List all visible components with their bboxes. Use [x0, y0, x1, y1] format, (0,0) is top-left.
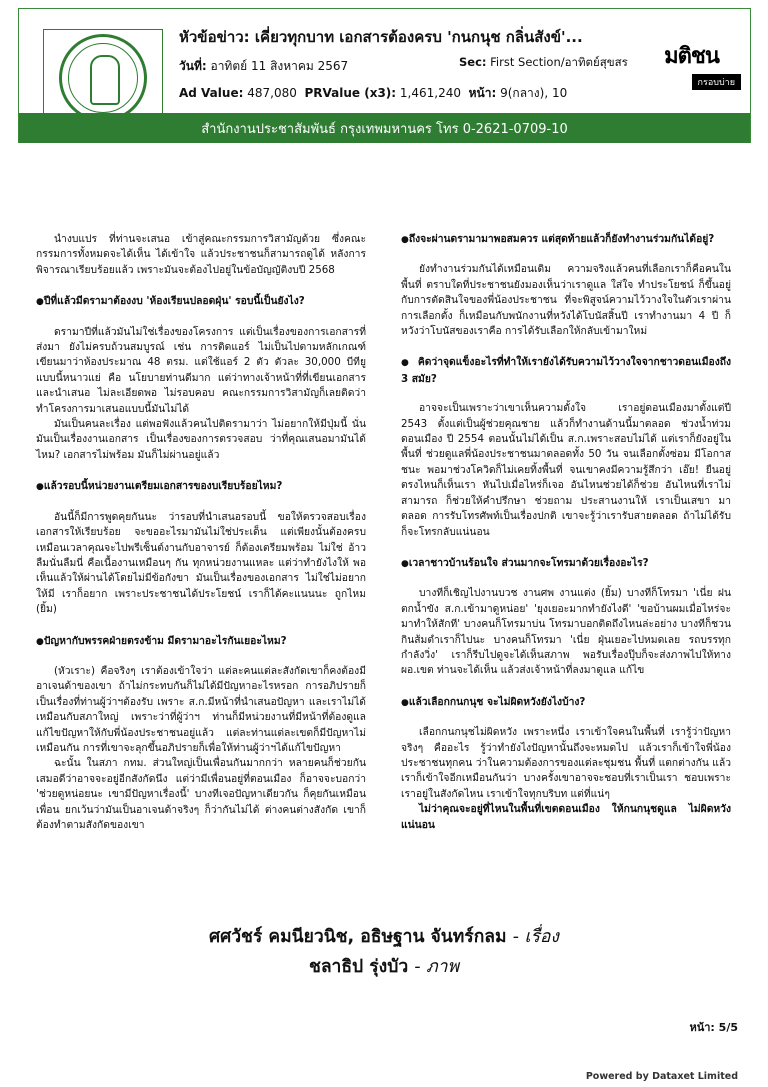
writers-role: - เรื่อง: [512, 927, 559, 947]
title-label: หัวข้อข่าว:: [179, 28, 250, 46]
date-label: วันที่:: [179, 59, 207, 73]
paragraph: อันนี้ก็มีการพูดคุยกันนะ ว่ารอบที่นำเสนอรอบนี้ ขอให้ตรวจสอบเรื่องเอกสารให้เรียบร้อย จะขออะไรมามันไม่ใช่ประเด็น แต่เพียงนั้นต้องครบ เหมือนเวลาคุณจะไปพรีเซ็นต์งานกับอาจารย์ ก็ต้องเตรียมพร้อม ไม่ใช่ อ้าว ลืมนั่นลืมนี่ คือเนื้องานเหมือนๆ กัน ทุกหน่วยงานแหละ แต่ว่าทำยังไงให้ พอเห็นแล้วให้ผ่านได้โดยไม่มีข้อกังขา มันเป็นเรื่องของเอกสาร ไม่ใช่ไม่อยากให้มี เราก็อยาก เพราะประชาชนได้ประโยชน์ เราก็ได้คะแนนนะ ถูกไหม (ยิ้ม): [36, 510, 366, 616]
agency-text: สำนักงานประชาสัมพันธ์ กรุงเทพมหานคร โทร 0-2621-0709-10: [201, 121, 568, 137]
question-heading: ● ปีที่แล้วมีดรามาต้องงบ 'ห้องเรียนปลอดฝุ่น' รอบนี้เป็นยังไง?: [36, 294, 366, 310]
brand-name: มติชน: [664, 43, 719, 69]
ad-value: 487,080: [247, 86, 297, 100]
question-heading: ● แล้วรอบนี้หน่วยงานเตรียมเอกสารของบเรียบร้อยไหม?: [36, 479, 366, 495]
photographer-role: - ภาพ: [414, 957, 460, 977]
photographer-byline: [0, 952, 768, 980]
paragraph: ยังทำงานร่วมกันได้เหมือนเดิม ความจริงแล้วคนที่เลือกเราก็คือคนในพื้นที่ ตราบใดที่ประชาชนยังมองเห็นว่าเราดูแล ใส่ใจ ทำประโยชน์ ก็ขึ้นอยู่กับการตัดสินใจของพี่น้องประชาชน ที่จะพิสูจน์ความไว้วางใจในตัวเราผ่านการเลือกตั้ง ก็เหมือนกับพนักงานที่หวังได้โบนัสสิ้นปี เราทำงานมา 4 ปี ก็หวังว่าโบนัสของเราคือ การได้รับเลือกให้กลับเข้ามาใหม่: [401, 263, 731, 338]
page-number: หน้า: 5/5: [689, 1021, 738, 1034]
paragraph: นำงบแปร ที่ท่านจะเสนอ เข้าสู่คณะกรรมการวิสามัญด้วย ซึ่งคณะกรรมการทั้งหมดจะได้เห็น ได้เข้าใจ แล้วประชาชนก็สามารถดูได้ หลังการพิจารณาเรียบร้อยแล้ว เพราะมันจะต้องไปอยู่ในข้อบัญญัติงบปี 2568: [36, 233, 366, 276]
question-heading: ● คิดว่าจุดแข็งอะไรที่ทำให้เรายังได้รับความไว้วางใจจากชาวดอนเมืองถึง 3 สมัย?: [401, 355, 731, 387]
section-label: Sec:: [459, 55, 487, 69]
powered-by: Powered by Dataxet Limited: [585, 1071, 738, 1082]
prvalue: 1,461,240: [399, 86, 461, 100]
paragraph: ฉะนั้น ในสภา กทม. ส่วนใหญ่เป็นเพื่อนกันมากกว่า หลายคนก็ช่วยกัน เสมอดีว่าอาจจะอยู่อีกสังกัดนึง แต่ว่ามีเพื่อนอยู่ที่ตอนเมือง ก็อาจจะบอกว่า 'ช่วยดูหน่อยนะ เขามีปัญหาเรื่องนี้' บางทีเจอปัญหาเดียวกัน ก็คุยกันเหมือนเพื่อน ยกเว้นว่ามันเป็นอาเจนด้าจริงๆ ก็ว่ากันไม่ได้ ต่างคนต่างสังกัด เขาก็ต้องทำตามสังกัดของเขา: [36, 757, 366, 831]
matichon-logo: [624, 29, 759, 99]
seal-icon: [59, 34, 147, 122]
writers-names: ศศวัชร์ คมนียวนิช, อธิษฐาน จันทร์กลม: [209, 927, 507, 947]
section-value: First Section/อาทิตย์สุขสร: [490, 55, 628, 69]
right-column: [401, 232, 731, 847]
left-column: [36, 232, 366, 833]
ad-value-label: Ad Value:: [179, 86, 244, 100]
value-row: [179, 84, 599, 103]
writers-byline: [0, 922, 768, 950]
closing-statement: ไม่ว่าคุณจะอยู่ที่ไหนในพื้นที่เขตดอนเมือง ให้กนกนุชดูแล ไม่ผิดหวังแน่นอน: [401, 803, 731, 831]
paragraph: เลือกกนกนุชไม่ผิดหวัง เพราะหนึ่ง เราเข้าใจคนในพื้นที่ เรารู้ว่าปัญหาจริงๆ คืออะไร รู้ว่าทำยังไงปัญหานั้นถึงจะหมดไป แล้วเราก็เข้าใจพี่น้องประชาชนทุกคน ว่าในความต้องการของแต่ละชุมชน พื้นที่ แตกต่างกัน แล้วเราก็เข้าใจอีกเหมือนกันว่า บางครั้งเขาอาจจะชอบที่เราเป็นเรา ชอบเพราะเราอยู่ในสังกัดไหน เราเข้าใจทุกบริบท แต่ที่แน่ๆ: [401, 726, 731, 800]
photographer-name: ชลาธิป รุ่งบัว: [308, 957, 409, 977]
question-heading: ● เวลาชาวบ้านร้อนใจ ส่วนมากจะโทรมาด้วยเรื่องอะไร?: [401, 556, 731, 572]
question-heading: ● ถึงจะผ่านดรามามาพอสมควร แต่สุดท้ายแล้วก็ยังทำงานร่วมกันได้อยู่?: [401, 232, 731, 248]
title-text: เคี่ยวทุกบาท เอกสารต้องครบ 'กนกนุช กลิ่นสังข์'...: [254, 28, 583, 46]
date-value: อาทิตย์ 11 สิงหาคม 2567: [210, 59, 349, 73]
question-heading: ● ปัญหากับพรรคฝ่ายตรงข้าม มีดรามาอะไรกันเยอะไหม?: [36, 634, 366, 650]
question-heading: ● แล้วเลือกกนกนุช จะไม่ผิดหวังยังไงบ้าง?: [401, 695, 731, 711]
paragraph: (หัวเราะ) คือจริงๆ เราต้องเข้าใจว่า แต่ละคนแต่ละสังกัดเขาก็คงต้องมีอาเจนด้าของเขา ถ้าไม่กระทบกันก็ไม่ได้มีปัญหาอะไรหรอก การอภิปรายก็เป็นเรื่องที่ท่านผู้ว่าฯต้องรับ เพราะ ส.ก.มีหน้าที่นำเสนอปัญหา และเราไม่ได้เหมือนกับสภาใหญ่ เพราะว่าที่ผู้ว่าฯ ท่านก็มีหน่วยงานที่มีหน้าที่ต้องดูแล แก้ไขปัญหาให้กับพี่น้องประชาชนอยู่แล้ว แต่ละท่านแต่ละเขตก็มีปัญหาไม่เหมือนกัน การที่เขาจะลุกขึ้นอภิปรายก็เพื่อให้ท่านผู้ว่าฯได้แก้ไขปัญหา: [36, 664, 366, 754]
prvalue-label: PRValue (x3):: [304, 86, 397, 100]
section-info: [459, 54, 628, 72]
bma-seal-logo: [43, 29, 163, 126]
brand-edition: กรอบบ่าย: [692, 74, 741, 90]
paragraph: บางทีก็เชิญไปงานบวช งานศพ งานแต่ง (ยิ้ม) บางทีก็โทรมา 'เนี่ย ฝนตกน้ำขัง ส.ก.เข้ามาดูหน่อย' 'ยุงเยอะมากทำยังไงดี' 'ขอบ้านผมเมื่อไหร่จะมาทำให้สักที' บางคนก็โทรมาบ่น โทรมาบอกติดถึงไหนล่ะอย่าง บางทีก็ชวนกินส้มตำเราก็ไปนะ บางคนก็โทรมา 'เนี่ย ฝุ่นเยอะไปหมดเลย รถบรรทุกกำลังวิ่ง' เราก็รีบไปดูจะได้เห็นสภาพ พอรับเรื่องปุ๊บก็จะส่งภาพไปให้ทาง ผอ.เขต ท่านจะได้เห็น แล้วส่งเจ้าหน้าที่ลงมาดูแล แก้ไข: [401, 587, 731, 677]
page-value: 9(กลาง), 10: [500, 86, 568, 100]
paragraph: ดรามาปีที่แล้วมันไม่ใช่เรื่องของโครงการ แต่เป็นเรื่องของการเอกสารที่ส่งมา ยังไม่ครบถ้วนสมบูรณ์ เช่น การติดแอร์ ไม่เป็นไปตามหลักเกณฑ์ เขียนมาว่าห้องประมาณ 48 ตรม. แต่ใช้แอร์ 2 ตัว ตัวละ 30,000 บีทียู แบบนี้หนาวแย่ คือ นโยบายท่านดีมาก แต่ว่าทางเจ้าหน้าที่ที่เขียนเอกสารและนำเสนอ ไม่ละเอียดพอ ไม่รอบคอบ คณะกรรมการวิสามัญก็เลยติดว่า ทำโครงการมาเสนอแบบนี้มันไม่ได้: [36, 325, 366, 415]
paragraph: อาจจะเป็นเพราะว่าเขาเห็นความตั้งใจ เราอยู่ดอนเมืองมาตั้งแต่ปี 2543 ตั้งแต่เป็นผู้ช่วยคุณชาย แล้วก็ทำงานด้านนี้มาตลอด ช่วงน้ำท่วมดอนเมือง ปี 2554 ตอนนั้นไม่ได้เป็น ส.ก.เพราะสอบไม่ได้ แต่เราก็ยังอยู่ในพื้นที่ ช่วยดูแลพี่น้องประชาชนมาตลอดทั้ง 50 วัน จนเลือกตั้งซ่อม มีโอกาสชนะ พอมาช่วงโควิดก็ไม่เคยทิ้งพื้นที่ จนเขาคงมีความรู้สึกว่า เอ๊ย! ยืนอยู่ตรงไหนก็เห็นเรา หันไปเมื่อไหร่ก็เจอ อันไหนช่วยได้ก็ช่วย อันไหนที่เราไม่สามารถ ก็ช่วยให้คำปรึกษา ช่วยถาม ประสานงานให้ เราเป็นเสขา มาตลอด การรับโทรศัพท์เป็นเรื่องปกติ เขาจะรู้ว่าเรารับสายตลอด ถ้าไม่ได้รับก็จะโทรกลับแน่นอน: [401, 402, 731, 538]
agency-bar: [19, 113, 750, 143]
paragraph: มันเป็นคนละเรื่อง แต่พอฟังแล้วคนไปติดรามาว่า ไม่อยากให้มีปุ่มนี้ นั่นมันเป็นเรื่องงานเอกสาร เป็นเรื่องของการตรวจสอบ ว่าที่คุณเสนอมามันได้ไหม? เอกสารไม่พร้อม มันก็ไม่ผ่านอยู่แล้ว: [36, 418, 366, 461]
clipping-header: [18, 8, 751, 143]
news-title: [179, 25, 599, 49]
page-label: หน้า:: [468, 86, 497, 100]
